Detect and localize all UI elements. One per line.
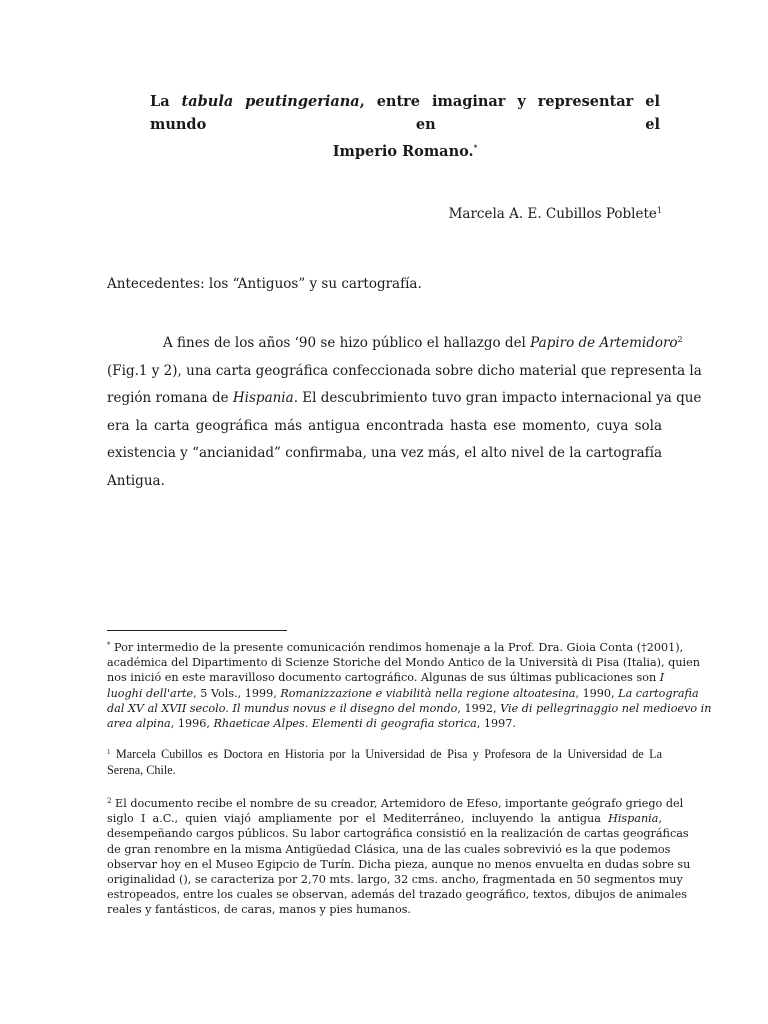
footnote-line: reales y fantásticos, de caras, manos y pies humanos.	[107, 903, 411, 917]
footnote-marker: *	[107, 641, 111, 649]
footnote-italic: Romanizzazione e viabilità nella regione altoatesina	[280, 686, 576, 700]
footnote-line: originalidad (), se caracteriza por 2,70 mts. largo, 32 cms. ancho, fragmentada en 50 segmentos muy	[107, 873, 683, 887]
paragraph-line	[107, 326, 683, 358]
paragraph-line	[107, 385, 702, 413]
footnote-text: , 1992,	[457, 701, 501, 715]
paragraph-italic: Papiro de Artemidoro	[530, 335, 678, 351]
footnote-1	[107, 638, 712, 731]
footnote-italic: Hispania	[608, 812, 659, 826]
footnote-line	[107, 670, 665, 685]
footnote-italic: Rhaeticae Alpes. Elementi di geografia storica	[213, 717, 477, 731]
section-heading: Antecedentes: los “Antiguos” y su cartografía.	[107, 276, 422, 292]
footnote-line	[107, 638, 684, 655]
footnote-line	[107, 716, 662, 731]
footnote-line: Serena, Chile.	[107, 763, 176, 777]
footnote-italic: area alpina	[107, 717, 171, 731]
footnote-line	[107, 794, 684, 811]
title-rest: , entre imaginar y representar el mundo en el	[150, 93, 660, 133]
paper-title	[150, 90, 660, 163]
body-paragraph	[107, 326, 702, 496]
footnote-line: observar hoy en el Museo Egipcio de Turín. Dicha pieza, aunque no menos envuelta en dudas sobre su	[107, 857, 691, 871]
footnote-marker[interactable]: 2	[677, 335, 683, 344]
footnote-italic: I	[659, 671, 665, 685]
footnote-italic: Vie di pellegrinaggio nel medioevo in	[500, 701, 712, 715]
footnote-marker: 2	[107, 797, 112, 805]
footnote-text: nos inició en este maravilloso documento cartográfico. Algunas de sus últimas publicaciones son	[107, 671, 660, 685]
footnote-line: académica del Dipartimento di Scienze Storiche del Mondo Antico de la Università di Pisa (Italia), quien	[107, 656, 700, 670]
paragraph-italic: Hispania	[232, 390, 294, 407]
author-footnote-marker[interactable]: 1	[656, 206, 662, 215]
footnote-text: siglo I a.C., quien viajó ampliamente por el Mediterráneo, incluyendo la antigua	[107, 812, 609, 826]
paragraph-line: era la carta geográfica más antigua encontrada hasta ese momento, cuya sola	[107, 417, 662, 434]
footnote-3	[107, 794, 691, 918]
footnote-line: estropeados, entre los cuales se observan, además del trazado geográfico, textos, dibujos de animales	[107, 888, 687, 902]
footnote-italic: luoghi dell'arte	[107, 686, 194, 700]
footnote-line: de gran renombre en la misma Antigüedad Clásica, una de las cuales sobrevivió es la que podemos	[107, 842, 671, 856]
paragraph-line: (Fig.1 y 2), una carta geográfica confeccionada sobre dicho material que representa la	[107, 362, 702, 379]
footnote-line	[107, 811, 662, 826]
title-line2-text: Imperio Romano.	[332, 143, 474, 160]
footnote-text: , 5 Vols., 1999,	[193, 686, 281, 700]
title-line-1	[150, 90, 660, 136]
footnote-line	[107, 686, 699, 701]
title-line-2	[150, 136, 660, 163]
footnote-2	[107, 744, 662, 778]
footnote-text: Marcela Cubillos es Doctora en Historia por la Universidad de Pisa y Profesora de la Universidad de La	[110, 747, 662, 761]
footnote-text: Por intermedio de la presente comunicación rendimos homenaje a la Prof. Dra. Gioia Conta (†2001),	[110, 641, 684, 654]
title-italic: tabula peutingeriana	[181, 93, 360, 110]
author-text: Marcela A. E. Cubillos Poblete	[448, 206, 657, 222]
footnote-text: , 1990,	[575, 686, 619, 700]
footnote-marker: 1	[107, 748, 111, 756]
title-prefix: La	[150, 93, 182, 110]
footnote-line	[107, 701, 712, 716]
footnote-italic: dal XV al XVII secolo. Il mundus novus e il disegno del mondo	[107, 701, 458, 715]
footnote-italic: La cartografia	[618, 686, 699, 700]
footnote-text: El documento recibe el nombre de su creador, Artemidoro de Efeso, importante geógrafo griego del	[111, 797, 684, 810]
footnote-text: , 1997.	[476, 717, 516, 731]
author-name	[449, 202, 662, 223]
footnote-line: desempeñando cargos públicos. Su labor cartográfica consistió en la realización de cartas geográficas	[107, 827, 689, 841]
paragraph-text: región romana de	[107, 390, 233, 407]
paragraph-line: existencia y “ancianidad” confirmaba, una vez más, el alto nivel de la cartografía	[107, 445, 663, 462]
paragraph-line: Antigua.	[107, 472, 165, 489]
paragraph-text: . El descubrimiento tuvo gran impacto internacional ya que	[293, 390, 702, 407]
title-footnote-marker[interactable]: *	[473, 143, 478, 152]
footnote-divider	[107, 630, 287, 631]
footnote-line	[107, 744, 662, 762]
footnote-text: ,	[658, 812, 662, 826]
footnote-text: , 1996,	[170, 717, 214, 731]
paragraph-text: A fines de los años ‘90 se hizo público el hallazgo del	[163, 335, 531, 351]
